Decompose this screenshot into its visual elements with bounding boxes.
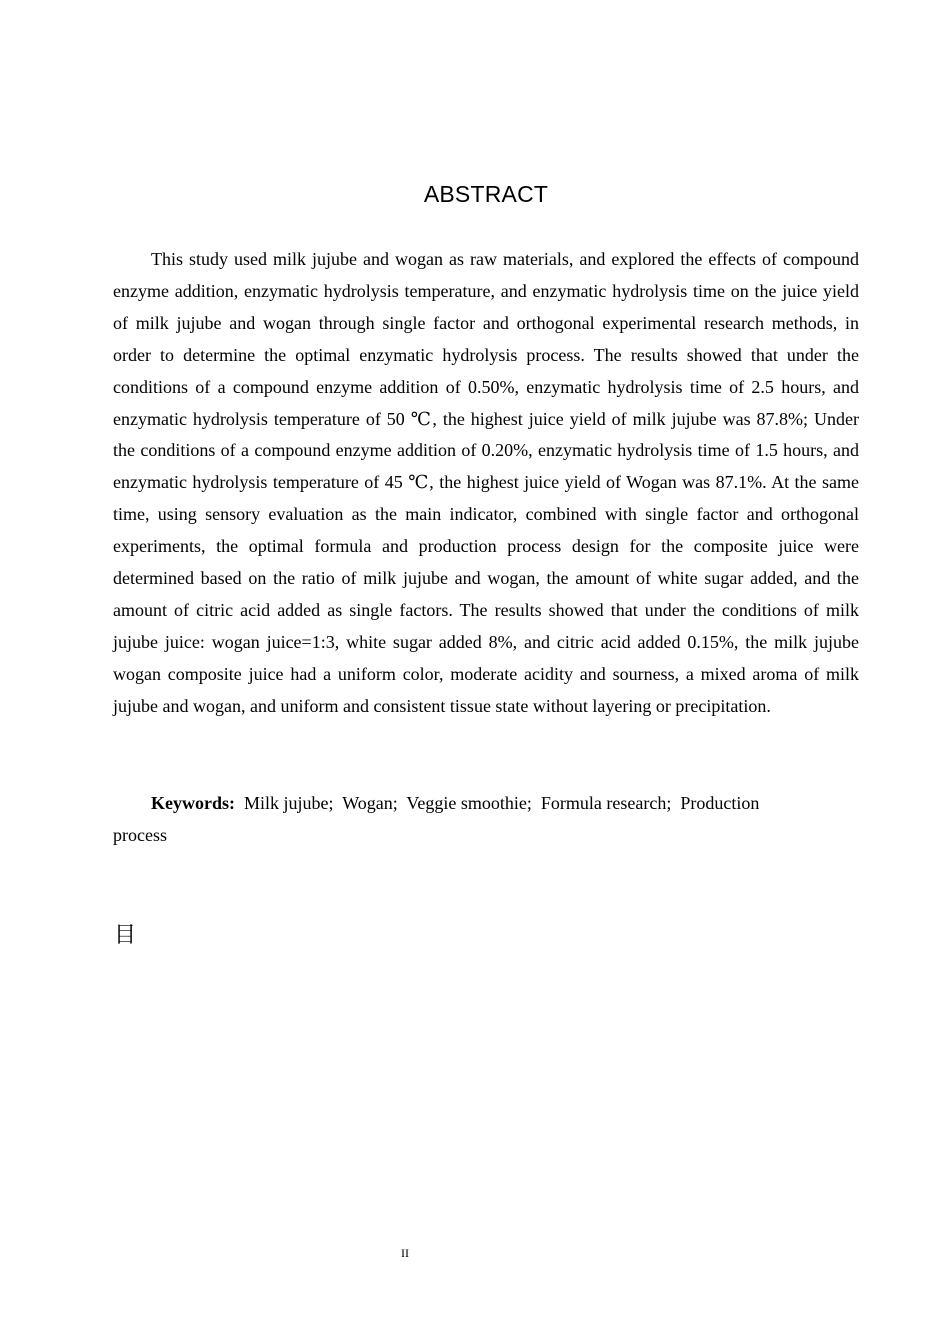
keyword-item: Veggie smoothie; [406,793,532,813]
keywords-label: Keywords: [151,793,235,813]
keyword-item: Milk jujube; [244,793,334,813]
keyword-item: Wogan; [342,793,398,813]
toc-heading: 目 [114,923,137,948]
page-number: II [401,1246,409,1260]
abstract-title: ABSTRACT [423,181,549,207]
keyword-item: Formula research; [540,793,672,813]
keywords-paragraph [113,787,813,851]
abstract-body: This study used milk jujube and wogan as raw materials, and explored the effects of compound enzyme addition, enzymatic hydrolysis temperature, and enzymatic hydrolysis time on the juice yield of milk jujube and wogan through single factor and orthogonal experimental research methods, in order to determine the optimal enzymatic hydrolysis process. The results showed that under the conditions of a compound enzyme addition of 0.50%, enzymatic hydrolysis time of 2.5 hours, and enzymatic hydrolysis temperature of 50 ℃, the highest juice yield of milk jujube was 87.8%; Under the conditions of a compound enzyme addition of 0.20%, enzymatic hydrolysis time of 1.5 hours, and enzymatic hydrolysis temperature of 45 ℃, the highest juice yield of Wogan was 87.1%. At the same time, using sensory evaluation as the main indicator, combined with single factor and orthogonal experiments, the optimal formula and production process design for the composite juice were determined based on the ratio of milk jujube and wogan, the amount of white sugar added, and the amount of citric acid added as single factors. The results showed that under the conditions of milk jujube juice: wogan juice=1:3, white sugar added 8%, and citric acid added 0.15%, the milk jujube wogan composite juice had a uniform color, moderate acidity and sourness, a mixed aroma of milk jujube and wogan, and uniform and consistent tissue state without layering or precipitation. [113,249,859,716]
keyword-item: Production process [113,793,760,845]
